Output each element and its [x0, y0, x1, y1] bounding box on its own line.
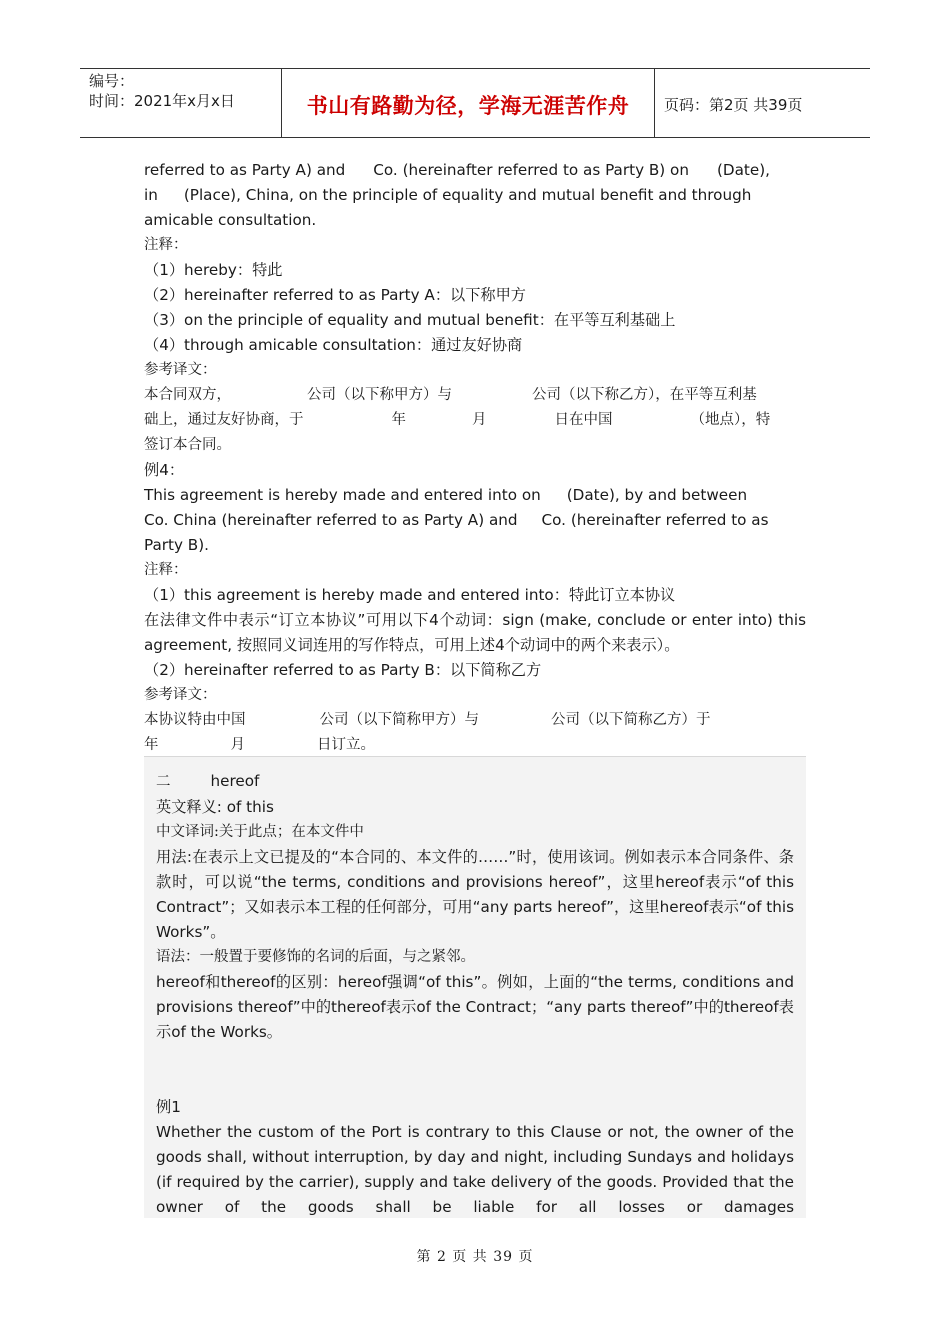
header-meta	[80, 69, 282, 137]
section-heading: 二 hereof	[156, 772, 260, 790]
notes-label: 注释：	[144, 237, 188, 253]
note-item: （2）hereinafter referred to as Party A：以下称甲方	[144, 286, 526, 304]
grammar-text: 语法：一般置于要修饰的名词的后面，与之紧邻。	[156, 949, 475, 965]
notes-label: 注释：	[144, 562, 188, 578]
reference-text: 本协议特由中国 公司（以下简称甲方）与 公司（以下简称乙方）于	[144, 712, 711, 728]
note-item: （1）this agreement is hereby made and entered into：特此订立本协议	[144, 586, 676, 604]
note-item: （3）on the principle of equality and mutual benefit：在平等互利基础上	[144, 311, 676, 329]
example-text: This agreement is hereby made and entered into on (Date), by and between	[144, 486, 748, 504]
english-definition: 英文释义: of this	[156, 798, 274, 816]
example-label: 例4：	[144, 461, 185, 479]
reference-text: 本合同双方， 公司（以下称甲方）与 公司（以下称乙方），在平等互利基	[144, 387, 757, 403]
note-item: （4）through amicable consultation：通过友好协商	[144, 336, 523, 354]
example-text: Party B).	[144, 536, 209, 554]
usage-text: 用法:在表示上文已提及的“本合同的、本文件的……”时，使用该词。例如表示本合同条件、条款时，可以说“the terms, conditions and provisions hereof”，这里hereof表示“of this Contract”；又如表示本工程的任何部分，可用“any parts hereof”，这里hereof表示“of this Works”。	[156, 848, 794, 941]
paragraph: amicable consultation.	[144, 211, 317, 229]
header-motto: 书山有路勤为径，学海无涯苦作舟	[282, 69, 655, 137]
difference-text: hereof和thereof的区别：hereof强调“of this”。例如，上面的“the terms, conditions and provisions thereof”中的thereof表示of the Contract；“any parts thereof”中的thereof表示of the Works。	[156, 973, 794, 1041]
paragraph: in (Place), China, on the principle of equality and mutual benefit and through	[144, 186, 752, 204]
example-label: 例1	[156, 1098, 181, 1116]
example-text: Co. China (hereinafter referred to as Party A) and Co. (hereinafter referred to as	[144, 511, 769, 529]
chinese-definition: 中文译词:关于此点；在本文件中	[156, 824, 364, 840]
note-item: （1）hereby：特此	[144, 261, 283, 279]
document-body	[144, 158, 806, 758]
reference-text: 签订本合同。	[144, 437, 231, 453]
page-footer: 第 2 页 共 39 页	[416, 1249, 534, 1265]
note-explanation: 在法律文件中表示“订立本协议”可用以下4个动词：sign (make, conclude or enter into) this agreement, 按照同义词连用的写作特点，可用上述4个动词中的两个来表示）。	[144, 611, 806, 654]
spacer	[156, 1045, 794, 1095]
paragraph: referred to as Party A) and Co. (hereinafter referred to as Party B) on (Date),	[144, 161, 770, 179]
header-page-info: 页码：第2页 共39页	[664, 96, 803, 114]
example-text: Whether the custom of the Port is contrary to this Clause or not, the owner of the goods shall, without interruption, by day and night, including Sundays and holidays (if required by the carrier), supply and take delivery of the goods. Provided that the owner of the goods shall be liable for all losses or damages	[156, 1123, 794, 1216]
doc-number-label: 编号：	[89, 72, 135, 90]
reference-text: 年 月 日订立。	[144, 737, 375, 753]
reference-text: 础上，通过友好协商，于 年 月 日在中国 （地点），特	[144, 412, 771, 428]
page-header	[80, 68, 870, 138]
note-item: （2）hereinafter referred to as Party B：以下简称乙方	[144, 661, 542, 679]
reference-label: 参考译文：	[144, 687, 217, 703]
hereof-section	[144, 756, 806, 1218]
reference-label: 参考译文：	[144, 362, 217, 378]
doc-time-label: 时间：2021年x月x日	[89, 92, 235, 110]
